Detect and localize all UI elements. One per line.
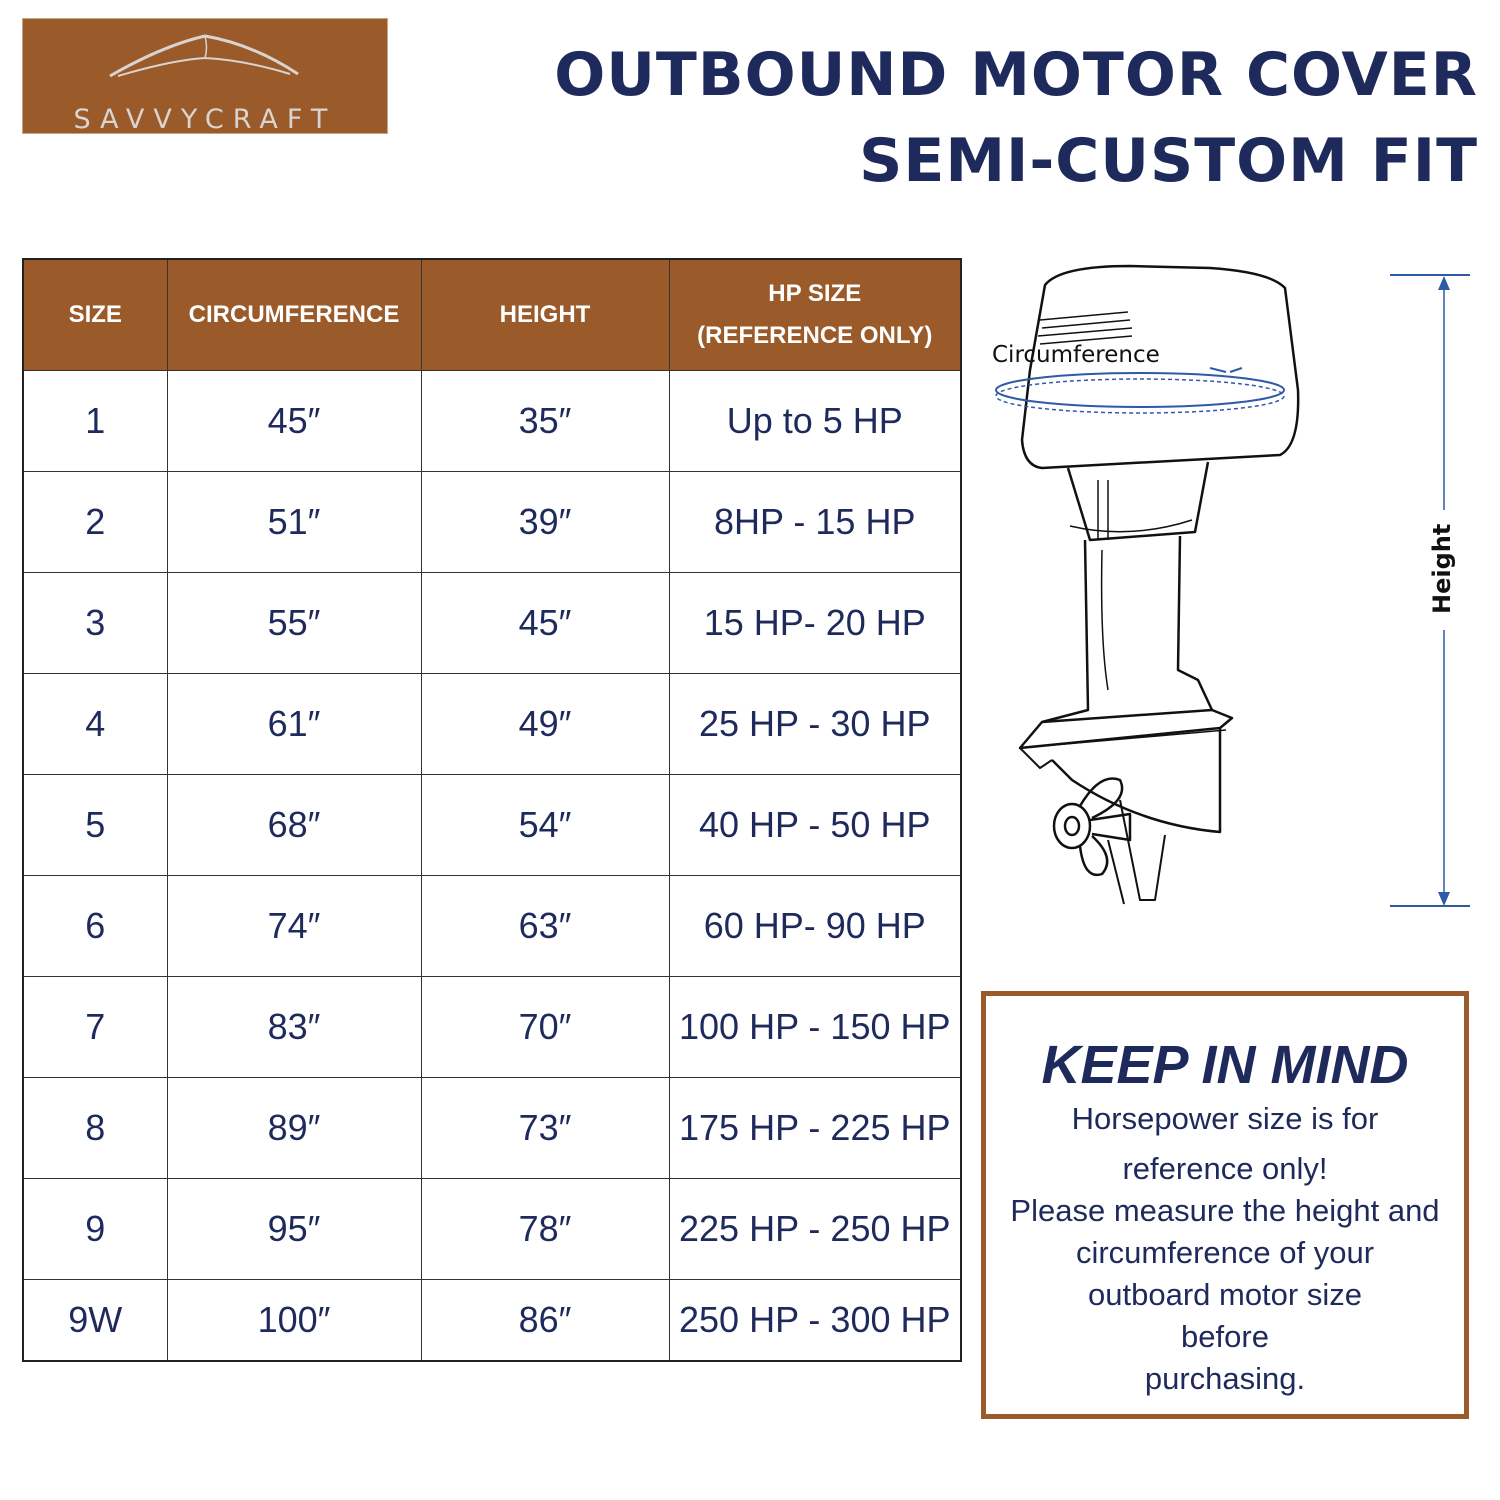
cell-hp: 175 HP - 225 HP (669, 1078, 961, 1179)
table-row (23, 371, 961, 472)
cell-size: 5 (23, 775, 167, 876)
cell-size: 4 (23, 674, 167, 775)
cell-height: 39″ (421, 472, 669, 573)
table-row (23, 775, 961, 876)
table-row (23, 1078, 961, 1179)
cell-hp: 8HP - 15 HP (669, 472, 961, 573)
header-hp-size (669, 259, 961, 371)
cell-hp: 25 HP - 30 HP (669, 674, 961, 775)
cell-hp: 60 HP- 90 HP (669, 876, 961, 977)
keep-in-mind-body (986, 1098, 1464, 1400)
header-height: HEIGHT (421, 259, 669, 371)
circumference-arrows-icon (1210, 368, 1242, 372)
table-header-row (23, 259, 961, 371)
cell-hp: Up to 5 HP (669, 371, 961, 472)
note-line: reference only! (1122, 1151, 1328, 1186)
title-line-2: SEMI-CUSTOM FIT (859, 126, 1478, 196)
header-hp-size-label: HP SIZE (768, 280, 862, 307)
brand-logo (22, 18, 388, 134)
cell-height: 49″ (421, 674, 669, 775)
note-line: outboard motor size (1088, 1277, 1362, 1312)
circumference-ellipse (996, 373, 1284, 407)
header-circumference: CIRCUMFERENCE (167, 259, 421, 371)
title-line-1: OUTBOUND MOTOR COVER (554, 40, 1478, 110)
cell-height: 54″ (421, 775, 669, 876)
cell-circumference: 74″ (167, 876, 421, 977)
table-row (23, 472, 961, 573)
note-line: circumference of your (1075, 1235, 1375, 1270)
table-row (23, 977, 961, 1078)
cell-size: 1 (23, 371, 167, 472)
cell-circumference: 89″ (167, 1078, 421, 1179)
note-line: before (1181, 1319, 1269, 1354)
table-row (23, 573, 961, 674)
cell-height: 45″ (421, 573, 669, 674)
table-row (23, 1179, 961, 1280)
cell-circumference: 55″ (167, 573, 421, 674)
cell-circumference: 95″ (167, 1179, 421, 1280)
outboard-motor-diagram (980, 240, 1480, 930)
note-line: Please measure the height and (1010, 1193, 1440, 1228)
cell-size: 3 (23, 573, 167, 674)
cell-circumference: 61″ (167, 674, 421, 775)
cell-hp: 100 HP - 150 HP (669, 977, 961, 1078)
cell-circumference: 45″ (167, 371, 421, 472)
keep-in-mind-box (981, 991, 1469, 1419)
circumference-label: Circumference (992, 342, 1160, 368)
header-hp-size-note: (REFERENCE ONLY) (697, 322, 933, 349)
table-row (23, 674, 961, 775)
cell-size: 6 (23, 876, 167, 977)
brand-name: SAVVYCRAFT (73, 104, 337, 135)
cell-height: 35″ (421, 371, 669, 472)
cell-height: 73″ (421, 1078, 669, 1179)
cell-size: 9W (23, 1280, 167, 1362)
cell-size: 7 (23, 977, 167, 1078)
cell-height: 70″ (421, 977, 669, 1078)
cell-size: 8 (23, 1078, 167, 1179)
note-line: purchasing. (1144, 1361, 1306, 1396)
cell-height: 63″ (421, 876, 669, 977)
table-row (23, 1280, 961, 1362)
keep-in-mind-title: KEEP IN MIND (1041, 1035, 1409, 1095)
cell-hp: 15 HP- 20 HP (669, 573, 961, 674)
height-label: Height (1428, 523, 1456, 614)
cell-circumference: 68″ (167, 775, 421, 876)
table-row (23, 876, 961, 977)
cell-circumference: 83″ (167, 977, 421, 1078)
size-chart-table (22, 258, 962, 1362)
cell-hp: 225 HP - 250 HP (669, 1179, 961, 1280)
note-line: Horsepower size is for (1071, 1101, 1379, 1136)
cell-circumference: 100″ (167, 1280, 421, 1362)
cell-height: 86″ (421, 1280, 669, 1362)
cell-circumference: 51″ (167, 472, 421, 573)
cell-hp: 250 HP - 300 HP (669, 1280, 961, 1362)
header-size: SIZE (23, 259, 167, 371)
cell-size: 9 (23, 1179, 167, 1280)
cell-size: 2 (23, 472, 167, 573)
cell-height: 78″ (421, 1179, 669, 1280)
cell-hp: 40 HP - 50 HP (669, 775, 961, 876)
page-title (554, 32, 1478, 204)
